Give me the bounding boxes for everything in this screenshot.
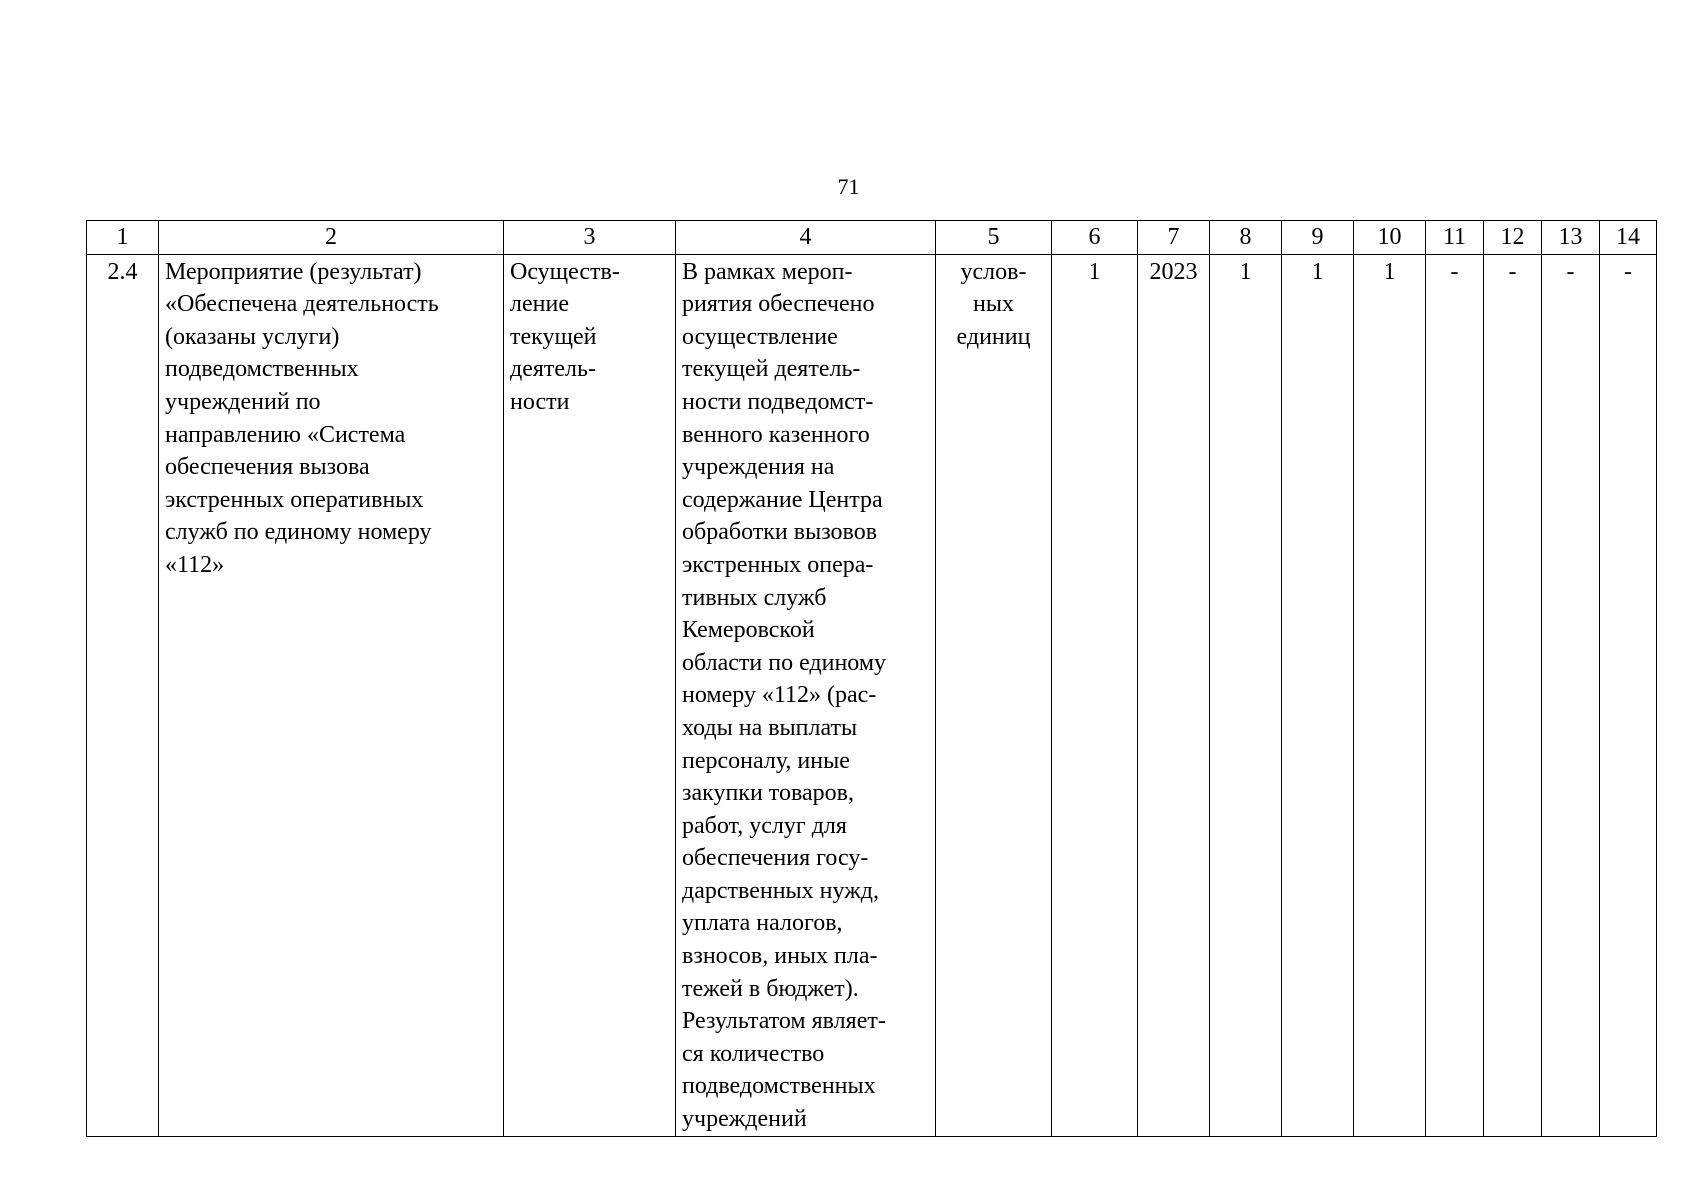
value-cell: - bbox=[1426, 254, 1484, 1136]
measure-name-cell: Мероприятие (результат) «Обеспечена деятельность (оказаны услуги) подведомственных учреждений по направлению «Система обеспечения вызова экстренных оперативных служб по единому номеру «112» bbox=[159, 254, 504, 1136]
column-header: 2 bbox=[159, 221, 504, 255]
column-header: 4 bbox=[676, 221, 936, 255]
column-header: 9 bbox=[1282, 221, 1354, 255]
value-cell: - bbox=[1542, 254, 1600, 1136]
description-cell: В рамках мероп- риятия обеспечено осуществление текущей деятель- ности подведомст- венного казенного учреждения на содержание Центра обработки вызовов экстренных опера- тивных служб Кемеровской области по единому номеру «112» (рас- ходы на выплаты персоналу, иные закупки товаров, работ, услуг для обеспечения госу- дарственных нужд, уплата налогов, взносов, иных пла- тежей в бюджет). Результатом являет- ся количество подведомственных учреждений bbox=[676, 254, 936, 1136]
value-cell: - bbox=[1600, 254, 1657, 1136]
document-table bbox=[86, 220, 1657, 1137]
column-header: 3 bbox=[504, 221, 676, 255]
row-number-cell: 2.4 bbox=[87, 254, 159, 1136]
column-header: 14 bbox=[1600, 221, 1657, 255]
column-header: 7 bbox=[1138, 221, 1210, 255]
column-header: 5 bbox=[936, 221, 1052, 255]
unit-cell: услов- ных единиц bbox=[936, 254, 1052, 1136]
value-cell: 1 bbox=[1282, 254, 1354, 1136]
value-cell: - bbox=[1484, 254, 1542, 1136]
year-cell: 2023 bbox=[1138, 254, 1210, 1136]
table-header-row bbox=[87, 221, 1657, 255]
column-header: 8 bbox=[1210, 221, 1282, 255]
value-cell: 1 bbox=[1210, 254, 1282, 1136]
column-header: 6 bbox=[1052, 221, 1138, 255]
column-header: 10 bbox=[1354, 221, 1426, 255]
column-header: 13 bbox=[1542, 221, 1600, 255]
column-header: 11 bbox=[1426, 221, 1484, 255]
table-row bbox=[87, 254, 1657, 1136]
value-cell: 1 bbox=[1354, 254, 1426, 1136]
measure-type-cell: Осуществ- ление текущей деятель- ности bbox=[504, 254, 676, 1136]
column-header: 1 bbox=[87, 221, 159, 255]
value-cell: 1 bbox=[1052, 254, 1138, 1136]
column-header: 12 bbox=[1484, 221, 1542, 255]
page-number: 71 bbox=[837, 174, 860, 199]
